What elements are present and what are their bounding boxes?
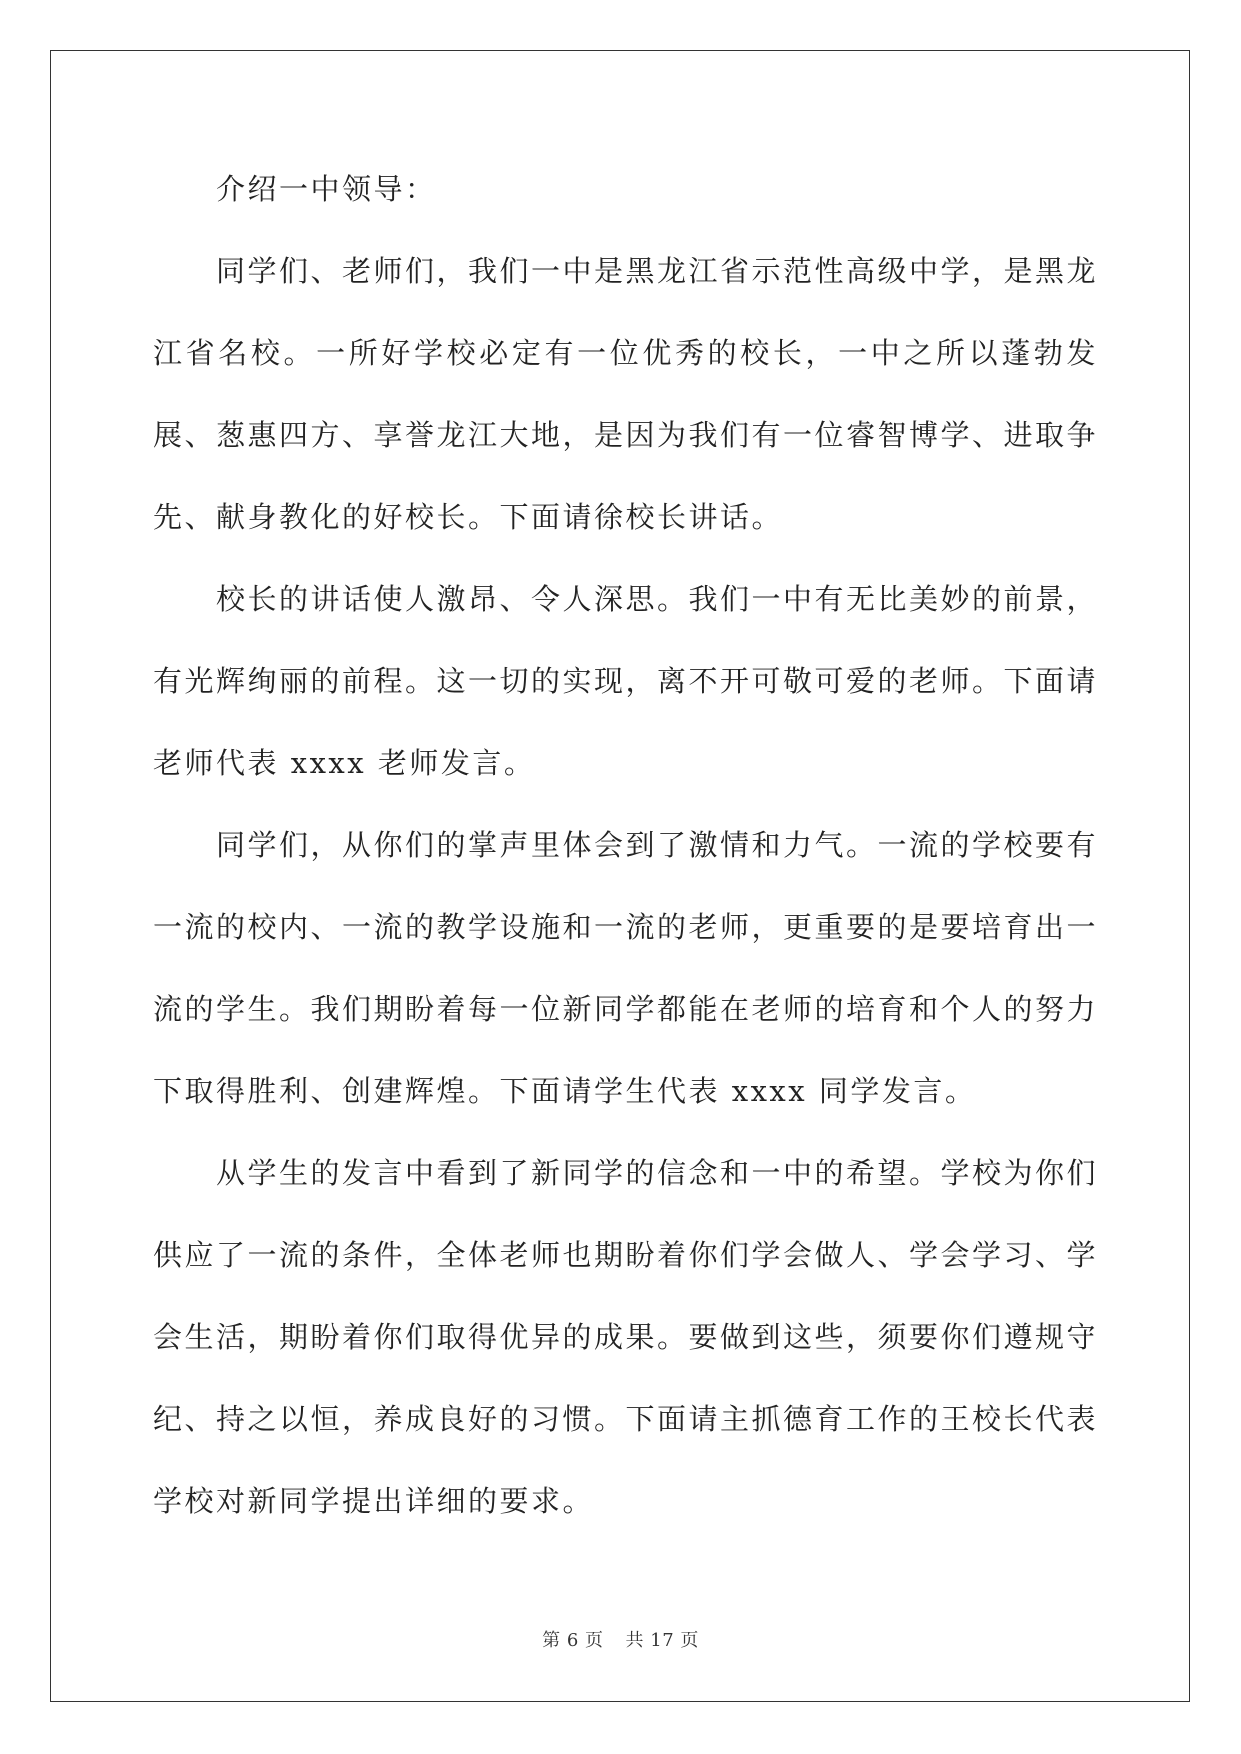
paragraph-teacher-rep: 校长的讲话使人激昂、令人深思。我们一中有无比美妙的前景，有光辉绚丽的前程。这一切的实现，离不开可敬可爱的老师。下面请老师代表 xxxx 老师发言。 — [153, 582, 1099, 780]
document-body — [153, 148, 1098, 1542]
paragraph-student-rep: 同学们，从你们的掌声里体会到了激情和力气。一流的学校要有一流的校内、一流的教学设施和一流的老师，更重要的是要培育出一流的学生。我们期盼着每一位新同学都能在老师的培育和个人的努力下取得胜利、创建辉煌。下面请学生代表 xxxx 同学发言。 — [153, 828, 1099, 1108]
paragraph-intro: 介绍一中领导： — [216, 172, 437, 206]
page-footer — [0, 1626, 1241, 1652]
paragraph-vice-principal: 从学生的发言中看到了新同学的信念和一中的希望。学校为你们供应了一流的条件，全体老师也期盼着你们学会做人、学会学习、学会生活，期盼着你们取得优异的成果。要做到这些，须要你们遵规守纪、持之以恒，养成良好的习惯。下面请主抓德育工作的王校长代表学校对新同学提出详细的要求。 — [153, 1156, 1099, 1518]
paragraph-principal-intro: 同学们、老师们，我们一中是黑龙江省示范性高级中学，是黑龙江省名校。一所好学校必定有一位优秀的校长，一中之所以蓬勃发展、葱惠四方、享誉龙江大地，是因为我们有一位睿智博学、进取争先、献身教化的好校长。下面请徐校长讲话。 — [153, 254, 1099, 534]
page-total: 共 17 页 — [625, 1630, 699, 1651]
page-number: 第 6 页 — [542, 1630, 604, 1651]
